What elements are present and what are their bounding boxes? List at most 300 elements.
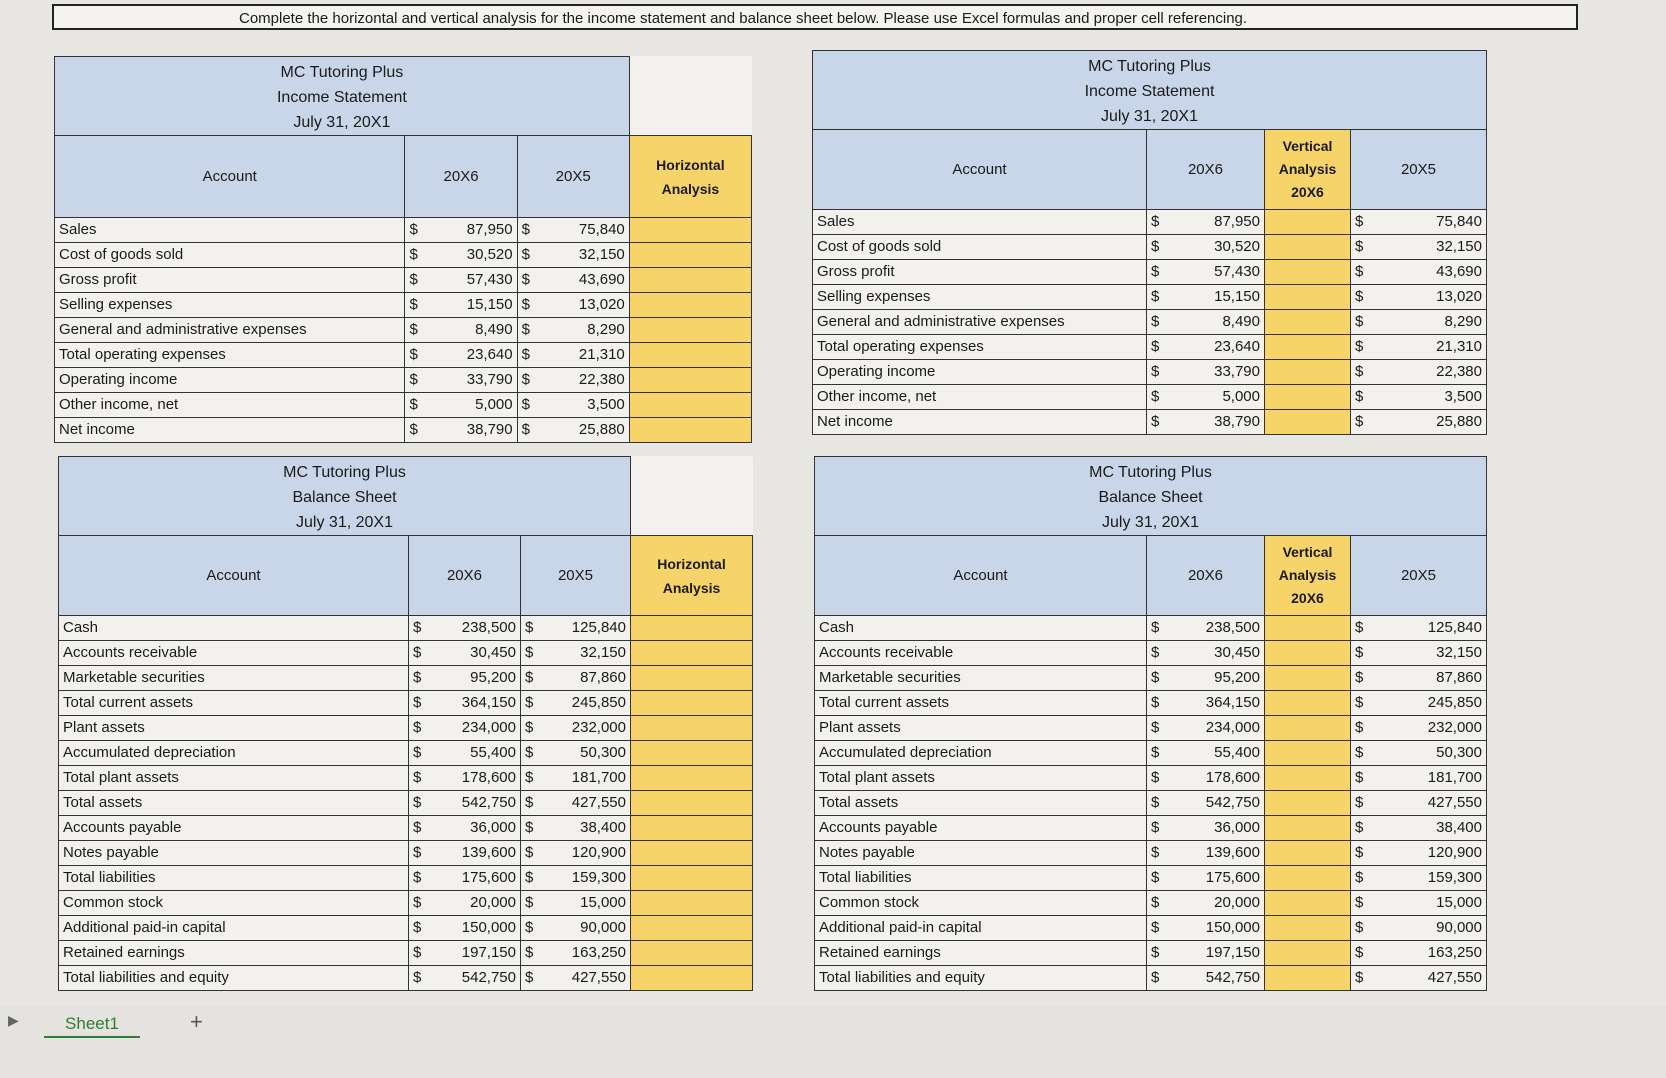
amount-20x5-cell[interactable]: 25,880 bbox=[1375, 410, 1487, 435]
currency-cell[interactable]: $ bbox=[517, 293, 539, 318]
account-cell[interactable]: Total assets bbox=[815, 791, 1147, 816]
horizontal-analysis-input-cell[interactable] bbox=[631, 666, 753, 691]
balance-horizontal-panel bbox=[58, 456, 752, 991]
currency-cell[interactable]: $ bbox=[1147, 235, 1171, 260]
amount-20x6-cell[interactable]: 542,750 bbox=[431, 791, 521, 816]
year-20x6-header: 20X6 bbox=[409, 536, 521, 616]
horizontal-analysis-input-cell[interactable] bbox=[631, 966, 753, 991]
amount-20x6-cell[interactable]: 5,000 bbox=[427, 393, 517, 418]
amount-20x6-cell[interactable]: 55,400 bbox=[1171, 741, 1265, 766]
amount-20x5-cell[interactable]: 125,840 bbox=[1375, 616, 1487, 641]
account-cell[interactable]: Accounts receivable bbox=[59, 641, 409, 666]
horizontal-analysis-input-cell[interactable] bbox=[629, 243, 751, 268]
account-cell[interactable]: Total liabilities bbox=[815, 866, 1147, 891]
currency-cell[interactable]: $ bbox=[521, 841, 543, 866]
account-cell[interactable]: Operating income bbox=[55, 368, 405, 393]
currency-cell[interactable]: $ bbox=[1147, 210, 1171, 235]
amount-20x5-cell[interactable]: 163,250 bbox=[1375, 941, 1487, 966]
amount-20x5-cell[interactable]: 181,700 bbox=[543, 766, 631, 791]
horizontal-analysis-input-cell[interactable] bbox=[631, 866, 753, 891]
account-cell[interactable]: Total plant assets bbox=[815, 766, 1147, 791]
currency-cell[interactable]: $ bbox=[1351, 816, 1375, 841]
account-cell[interactable]: Gross profit bbox=[813, 260, 1147, 285]
amount-20x6-cell[interactable]: 150,000 bbox=[1171, 916, 1265, 941]
vertical-analysis-input-cell[interactable] bbox=[1265, 816, 1351, 841]
account-cell[interactable]: Other income, net bbox=[55, 393, 405, 418]
amount-20x5-cell[interactable]: 120,900 bbox=[543, 841, 631, 866]
amount-20x6-cell[interactable]: 33,790 bbox=[1171, 360, 1265, 385]
vertical-analysis-input-cell[interactable] bbox=[1265, 741, 1351, 766]
currency-cell[interactable]: $ bbox=[521, 816, 543, 841]
amount-20x5-cell[interactable]: 75,840 bbox=[1375, 210, 1487, 235]
currency-cell[interactable]: $ bbox=[1351, 385, 1375, 410]
amount-20x6-cell[interactable]: 364,150 bbox=[431, 691, 521, 716]
account-cell[interactable]: Total current assets bbox=[815, 691, 1147, 716]
vertical-analysis-input-cell[interactable] bbox=[1265, 641, 1351, 666]
horizontal-analysis-input-cell[interactable] bbox=[631, 691, 753, 716]
currency-cell[interactable]: $ bbox=[409, 966, 431, 991]
amount-20x6-cell[interactable]: 197,150 bbox=[1171, 941, 1265, 966]
currency-cell[interactable]: $ bbox=[521, 891, 543, 916]
currency-cell[interactable]: $ bbox=[409, 691, 431, 716]
currency-cell[interactable]: $ bbox=[1147, 966, 1171, 991]
amount-20x5-cell[interactable]: 427,550 bbox=[543, 966, 631, 991]
vertical-analysis-input-cell[interactable] bbox=[1265, 385, 1351, 410]
amount-20x5-cell[interactable]: 43,690 bbox=[1375, 260, 1487, 285]
currency-cell[interactable]: $ bbox=[521, 916, 543, 941]
currency-cell[interactable]: $ bbox=[521, 966, 543, 991]
currency-cell[interactable]: $ bbox=[1351, 916, 1375, 941]
currency-cell[interactable]: $ bbox=[1147, 360, 1171, 385]
currency-cell[interactable]: $ bbox=[1351, 941, 1375, 966]
currency-cell[interactable]: $ bbox=[1147, 791, 1171, 816]
currency-cell[interactable]: $ bbox=[1351, 641, 1375, 666]
amount-20x5-cell[interactable]: 43,690 bbox=[539, 268, 629, 293]
horizontal-analysis-input-cell[interactable] bbox=[629, 418, 751, 443]
amount-20x6-cell[interactable]: 38,790 bbox=[427, 418, 517, 443]
account-cell[interactable]: Total operating expenses bbox=[813, 335, 1147, 360]
currency-cell[interactable]: $ bbox=[1351, 841, 1375, 866]
currency-cell[interactable]: $ bbox=[409, 766, 431, 791]
currency-cell[interactable]: $ bbox=[517, 318, 539, 343]
currency-cell[interactable]: $ bbox=[1147, 285, 1171, 310]
account-cell[interactable]: Total assets bbox=[59, 791, 409, 816]
currency-cell[interactable]: $ bbox=[1147, 816, 1171, 841]
account-cell[interactable]: Marketable securities bbox=[59, 666, 409, 691]
horizontal-analysis-input-cell[interactable] bbox=[631, 641, 753, 666]
currency-cell[interactable]: $ bbox=[1147, 741, 1171, 766]
currency-cell[interactable]: $ bbox=[1147, 691, 1171, 716]
amount-20x6-cell[interactable]: 15,150 bbox=[427, 293, 517, 318]
amount-20x5-cell[interactable]: 32,150 bbox=[1375, 641, 1487, 666]
account-cell[interactable]: Sales bbox=[55, 218, 405, 243]
amount-20x5-cell[interactable]: 159,300 bbox=[543, 866, 631, 891]
currency-cell[interactable]: $ bbox=[1351, 285, 1375, 310]
account-cell[interactable]: Total liabilities and equity bbox=[59, 966, 409, 991]
currency-cell[interactable]: $ bbox=[517, 368, 539, 393]
vertical-analysis-input-cell[interactable] bbox=[1265, 691, 1351, 716]
amount-20x5-cell[interactable]: 90,000 bbox=[543, 916, 631, 941]
account-cell[interactable]: Total current assets bbox=[59, 691, 409, 716]
amount-20x6-cell[interactable]: 5,000 bbox=[1171, 385, 1265, 410]
vertical-analysis-input-cell[interactable] bbox=[1265, 941, 1351, 966]
horizontal-analysis-input-cell[interactable] bbox=[631, 616, 753, 641]
horizontal-analysis-input-cell[interactable] bbox=[629, 318, 751, 343]
currency-cell[interactable]: $ bbox=[1147, 260, 1171, 285]
currency-cell[interactable]: $ bbox=[405, 318, 427, 343]
amount-20x6-cell[interactable]: 238,500 bbox=[431, 616, 521, 641]
amount-20x6-cell[interactable]: 364,150 bbox=[1171, 691, 1265, 716]
vertical-analysis-input-cell[interactable] bbox=[1265, 260, 1351, 285]
currency-cell[interactable]: $ bbox=[517, 343, 539, 368]
horizontal-analysis-input-cell[interactable] bbox=[631, 916, 753, 941]
horizontal-analysis-input-cell[interactable] bbox=[629, 393, 751, 418]
amount-20x6-cell[interactable]: 30,450 bbox=[431, 641, 521, 666]
vertical-analysis-input-cell[interactable] bbox=[1265, 285, 1351, 310]
account-cell[interactable]: General and administrative expenses bbox=[55, 318, 405, 343]
vertical-analysis-input-cell[interactable] bbox=[1265, 210, 1351, 235]
amount-20x5-cell[interactable]: 13,020 bbox=[1375, 285, 1487, 310]
account-cell[interactable]: Operating income bbox=[813, 360, 1147, 385]
currency-cell[interactable]: $ bbox=[409, 916, 431, 941]
currency-cell[interactable]: $ bbox=[409, 616, 431, 641]
account-cell[interactable]: Common stock bbox=[59, 891, 409, 916]
table-row bbox=[815, 941, 1487, 966]
vertical-analysis-input-cell[interactable] bbox=[1265, 966, 1351, 991]
currency-cell[interactable]: $ bbox=[521, 791, 543, 816]
amount-20x6-cell[interactable]: 57,430 bbox=[427, 268, 517, 293]
amount-20x6-cell[interactable]: 542,750 bbox=[1171, 791, 1265, 816]
amount-20x5-cell[interactable]: 120,900 bbox=[1375, 841, 1487, 866]
currency-cell[interactable]: $ bbox=[1147, 410, 1171, 435]
account-cell[interactable]: Additional paid-in capital bbox=[59, 916, 409, 941]
vertical-analysis-input-cell[interactable] bbox=[1265, 235, 1351, 260]
amount-20x6-cell[interactable]: 150,000 bbox=[431, 916, 521, 941]
vertical-analysis-input-cell[interactable] bbox=[1265, 766, 1351, 791]
amount-20x6-cell[interactable]: 8,490 bbox=[1171, 310, 1265, 335]
amount-20x6-cell[interactable]: 542,750 bbox=[431, 966, 521, 991]
horizontal-analysis-input-cell[interactable] bbox=[631, 816, 753, 841]
horizontal-analysis-input-cell[interactable] bbox=[629, 268, 751, 293]
currency-cell[interactable]: $ bbox=[409, 666, 431, 691]
amount-20x5-cell[interactable]: 15,000 bbox=[1375, 891, 1487, 916]
currency-cell[interactable]: $ bbox=[1147, 666, 1171, 691]
amount-20x5-cell[interactable]: 15,000 bbox=[543, 891, 631, 916]
account-cell[interactable]: Sales bbox=[813, 210, 1147, 235]
amount-20x5-cell[interactable]: 245,850 bbox=[1375, 691, 1487, 716]
amount-20x6-cell[interactable]: 234,000 bbox=[1171, 716, 1265, 741]
currency-cell[interactable]: $ bbox=[1351, 260, 1375, 285]
amount-20x6-cell[interactable]: 20,000 bbox=[431, 891, 521, 916]
amount-20x6-cell[interactable]: 38,790 bbox=[1171, 410, 1265, 435]
account-cell[interactable]: Total liabilities and equity bbox=[815, 966, 1147, 991]
currency-cell[interactable]: $ bbox=[1351, 741, 1375, 766]
account-cell[interactable]: Plant assets bbox=[59, 716, 409, 741]
amount-20x6-cell[interactable]: 197,150 bbox=[431, 941, 521, 966]
currency-cell[interactable]: $ bbox=[1351, 360, 1375, 385]
account-cell[interactable]: Total plant assets bbox=[59, 766, 409, 791]
amount-20x5-cell[interactable]: 232,000 bbox=[1375, 716, 1487, 741]
currency-cell[interactable]: $ bbox=[521, 716, 543, 741]
amount-20x5-cell[interactable]: 181,700 bbox=[1375, 766, 1487, 791]
amount-20x6-cell[interactable]: 15,150 bbox=[1171, 285, 1265, 310]
currency-cell[interactable]: $ bbox=[521, 691, 543, 716]
amount-20x6-cell[interactable]: 139,600 bbox=[431, 841, 521, 866]
account-cell[interactable]: Other income, net bbox=[813, 385, 1147, 410]
amount-20x5-cell[interactable]: 21,310 bbox=[1375, 335, 1487, 360]
currency-cell[interactable]: $ bbox=[409, 941, 431, 966]
currency-cell[interactable]: $ bbox=[521, 641, 543, 666]
currency-cell[interactable]: $ bbox=[405, 418, 427, 443]
account-cell[interactable]: Net income bbox=[55, 418, 405, 443]
vertical-analysis-input-cell[interactable] bbox=[1265, 866, 1351, 891]
amount-20x5-cell[interactable]: 87,860 bbox=[543, 666, 631, 691]
vertical-analysis-input-cell[interactable] bbox=[1265, 360, 1351, 385]
amount-20x6-cell[interactable]: 87,950 bbox=[1171, 210, 1265, 235]
amount-20x5-cell[interactable]: 87,860 bbox=[1375, 666, 1487, 691]
account-cell[interactable]: General and administrative expenses bbox=[813, 310, 1147, 335]
currency-cell[interactable]: $ bbox=[405, 293, 427, 318]
vertical-analysis-input-cell[interactable] bbox=[1265, 410, 1351, 435]
horizontal-analysis-input-cell[interactable] bbox=[631, 791, 753, 816]
currency-cell[interactable]: $ bbox=[517, 418, 539, 443]
account-cell[interactable]: Marketable securities bbox=[815, 666, 1147, 691]
currency-cell[interactable]: $ bbox=[409, 891, 431, 916]
currency-cell[interactable]: $ bbox=[405, 243, 427, 268]
currency-cell[interactable]: $ bbox=[1147, 866, 1171, 891]
amount-20x6-cell[interactable]: 57,430 bbox=[1171, 260, 1265, 285]
currency-cell[interactable]: $ bbox=[1351, 866, 1375, 891]
amount-20x5-cell[interactable]: 427,550 bbox=[1375, 966, 1487, 991]
year-20x5-header: 20X5 bbox=[1351, 130, 1487, 210]
vertical-analysis-input-cell[interactable] bbox=[1265, 916, 1351, 941]
currency-cell[interactable]: $ bbox=[521, 666, 543, 691]
currency-cell[interactable]: $ bbox=[1147, 941, 1171, 966]
currency-cell[interactable]: $ bbox=[409, 866, 431, 891]
amount-20x6-cell[interactable]: 30,520 bbox=[427, 243, 517, 268]
account-cell[interactable]: Notes payable bbox=[59, 841, 409, 866]
sheet-tab-sheet1[interactable]: Sheet1 bbox=[44, 1012, 140, 1038]
currency-cell[interactable]: $ bbox=[405, 343, 427, 368]
amount-20x5-cell[interactable]: 22,380 bbox=[539, 368, 629, 393]
currency-cell[interactable]: $ bbox=[1351, 766, 1375, 791]
currency-cell[interactable]: $ bbox=[1351, 410, 1375, 435]
vertical-analysis-input-cell[interactable] bbox=[1265, 335, 1351, 360]
account-cell[interactable]: Selling expenses bbox=[813, 285, 1147, 310]
amount-20x6-cell[interactable]: 23,640 bbox=[427, 343, 517, 368]
amount-20x6-cell[interactable]: 87,950 bbox=[427, 218, 517, 243]
amount-20x5-cell[interactable]: 50,300 bbox=[543, 741, 631, 766]
currency-cell[interactable]: $ bbox=[1351, 966, 1375, 991]
amount-20x5-cell[interactable]: 38,400 bbox=[543, 816, 631, 841]
account-cell[interactable]: Cost of goods sold bbox=[55, 243, 405, 268]
amount-20x5-cell[interactable]: 38,400 bbox=[1375, 816, 1487, 841]
amount-20x6-cell[interactable]: 175,600 bbox=[431, 866, 521, 891]
amount-20x6-cell[interactable]: 36,000 bbox=[431, 816, 521, 841]
currency-cell[interactable]: $ bbox=[1147, 716, 1171, 741]
currency-cell[interactable]: $ bbox=[517, 218, 539, 243]
amount-20x6-cell[interactable]: 139,600 bbox=[1171, 841, 1265, 866]
amount-20x5-cell[interactable]: 32,150 bbox=[543, 641, 631, 666]
currency-cell[interactable]: $ bbox=[1147, 385, 1171, 410]
currency-cell[interactable]: $ bbox=[1147, 641, 1171, 666]
currency-cell[interactable]: $ bbox=[521, 866, 543, 891]
horizontal-analysis-input-cell[interactable] bbox=[631, 891, 753, 916]
currency-cell[interactable]: $ bbox=[1351, 310, 1375, 335]
currency-cell[interactable]: $ bbox=[409, 816, 431, 841]
vertical-analysis-input-cell[interactable] bbox=[1265, 310, 1351, 335]
amount-20x6-cell[interactable]: 542,750 bbox=[1171, 966, 1265, 991]
currency-cell[interactable]: $ bbox=[1147, 841, 1171, 866]
account-cell[interactable]: Retained earnings bbox=[59, 941, 409, 966]
amount-20x5-cell[interactable]: 90,000 bbox=[1375, 916, 1487, 941]
amount-20x5-cell[interactable]: 21,310 bbox=[539, 343, 629, 368]
amount-20x5-cell[interactable]: 159,300 bbox=[1375, 866, 1487, 891]
account-cell[interactable]: Accumulated depreciation bbox=[815, 741, 1147, 766]
amount-20x5-cell[interactable]: 125,840 bbox=[543, 616, 631, 641]
vertical-analysis-input-cell[interactable] bbox=[1265, 891, 1351, 916]
currency-cell[interactable]: $ bbox=[409, 841, 431, 866]
account-cell[interactable]: Accounts payable bbox=[59, 816, 409, 841]
currency-cell[interactable]: $ bbox=[517, 243, 539, 268]
amount-20x6-cell[interactable]: 30,520 bbox=[1171, 235, 1265, 260]
currency-cell[interactable]: $ bbox=[1351, 335, 1375, 360]
amount-20x5-cell[interactable]: 3,500 bbox=[1375, 385, 1487, 410]
horizontal-analysis-input-cell[interactable] bbox=[629, 218, 751, 243]
amount-20x6-cell[interactable]: 30,450 bbox=[1171, 641, 1265, 666]
amount-20x6-cell[interactable]: 23,640 bbox=[1171, 335, 1265, 360]
currency-cell[interactable]: $ bbox=[521, 941, 543, 966]
amount-20x5-cell[interactable]: 3,500 bbox=[539, 393, 629, 418]
amount-20x6-cell[interactable]: 33,790 bbox=[427, 368, 517, 393]
account-cell[interactable]: Gross profit bbox=[55, 268, 405, 293]
amount-20x5-cell[interactable]: 13,020 bbox=[539, 293, 629, 318]
amount-20x6-cell[interactable]: 178,600 bbox=[1171, 766, 1265, 791]
horizontal-analysis-input-cell[interactable] bbox=[629, 343, 751, 368]
amount-20x6-cell[interactable]: 175,600 bbox=[1171, 866, 1265, 891]
horizontal-analysis-input-cell[interactable] bbox=[631, 841, 753, 866]
amount-20x6-cell[interactable]: 20,000 bbox=[1171, 891, 1265, 916]
account-cell[interactable]: Accumulated depreciation bbox=[59, 741, 409, 766]
currency-cell[interactable]: $ bbox=[405, 368, 427, 393]
amount-20x5-cell[interactable]: 232,000 bbox=[543, 716, 631, 741]
account-cell[interactable]: Common stock bbox=[815, 891, 1147, 916]
account-cell[interactable]: Net income bbox=[813, 410, 1147, 435]
amount-20x6-cell[interactable]: 36,000 bbox=[1171, 816, 1265, 841]
sheet-nav-arrow-icon[interactable]: ▶ bbox=[8, 1012, 19, 1028]
table-row bbox=[55, 343, 752, 368]
currency-cell[interactable]: $ bbox=[405, 268, 427, 293]
amount-20x6-cell[interactable]: 95,200 bbox=[431, 666, 521, 691]
amount-20x5-cell[interactable]: 8,290 bbox=[539, 318, 629, 343]
currency-cell[interactable]: $ bbox=[1147, 891, 1171, 916]
currency-cell[interactable]: $ bbox=[517, 393, 539, 418]
currency-cell[interactable]: $ bbox=[1351, 666, 1375, 691]
currency-cell[interactable]: $ bbox=[1147, 916, 1171, 941]
account-cell[interactable]: Cash bbox=[815, 616, 1147, 641]
vertical-analysis-input-cell[interactable] bbox=[1265, 716, 1351, 741]
horizontal-analysis-input-cell[interactable] bbox=[631, 941, 753, 966]
year-20x6-header: 20X6 bbox=[1147, 536, 1265, 616]
amount-20x5-cell[interactable]: 75,840 bbox=[539, 218, 629, 243]
amount-20x6-cell[interactable]: 8,490 bbox=[427, 318, 517, 343]
currency-cell[interactable]: $ bbox=[1351, 791, 1375, 816]
currency-cell[interactable]: $ bbox=[409, 716, 431, 741]
account-cell[interactable]: Additional paid-in capital bbox=[815, 916, 1147, 941]
vertical-analysis-input-cell[interactable] bbox=[1265, 666, 1351, 691]
amount-20x5-cell[interactable]: 25,880 bbox=[539, 418, 629, 443]
currency-cell[interactable]: $ bbox=[1351, 691, 1375, 716]
amount-20x5-cell[interactable]: 22,380 bbox=[1375, 360, 1487, 385]
account-cell[interactable]: Cash bbox=[59, 616, 409, 641]
account-cell[interactable]: Cost of goods sold bbox=[813, 235, 1147, 260]
add-sheet-icon[interactable]: + bbox=[190, 1009, 203, 1034]
currency-cell[interactable]: $ bbox=[521, 616, 543, 641]
account-cell[interactable]: Retained earnings bbox=[815, 941, 1147, 966]
currency-cell[interactable]: $ bbox=[521, 741, 543, 766]
amount-20x5-cell[interactable]: 427,550 bbox=[1375, 791, 1487, 816]
amount-20x6-cell[interactable]: 234,000 bbox=[431, 716, 521, 741]
horizontal-analysis-input-cell[interactable] bbox=[629, 368, 751, 393]
amount-20x6-cell[interactable]: 178,600 bbox=[431, 766, 521, 791]
account-cell[interactable]: Accounts payable bbox=[815, 816, 1147, 841]
currency-cell[interactable]: $ bbox=[409, 741, 431, 766]
account-cell[interactable]: Total operating expenses bbox=[55, 343, 405, 368]
account-cell[interactable]: Accounts receivable bbox=[815, 641, 1147, 666]
vertical-analysis-input-cell[interactable] bbox=[1265, 616, 1351, 641]
currency-cell[interactable]: $ bbox=[1351, 210, 1375, 235]
amount-20x5-cell[interactable]: 32,150 bbox=[539, 243, 629, 268]
account-cell[interactable]: Notes payable bbox=[815, 841, 1147, 866]
amount-20x5-cell[interactable]: 163,250 bbox=[543, 941, 631, 966]
vertical-analysis-input-cell[interactable] bbox=[1265, 841, 1351, 866]
account-cell[interactable]: Plant assets bbox=[815, 716, 1147, 741]
balance-vertical-table bbox=[814, 456, 1487, 991]
currency-cell[interactable]: $ bbox=[1147, 335, 1171, 360]
currency-cell[interactable]: $ bbox=[405, 393, 427, 418]
currency-cell[interactable]: $ bbox=[1351, 716, 1375, 741]
currency-cell[interactable]: $ bbox=[409, 641, 431, 666]
currency-cell[interactable]: $ bbox=[1147, 310, 1171, 335]
account-cell[interactable]: Total liabilities bbox=[59, 866, 409, 891]
currency-cell[interactable]: $ bbox=[521, 766, 543, 791]
amount-20x6-cell[interactable]: 238,500 bbox=[1171, 616, 1265, 641]
currency-cell[interactable]: $ bbox=[1147, 616, 1171, 641]
currency-cell[interactable]: $ bbox=[1147, 766, 1171, 791]
table-row bbox=[815, 816, 1487, 841]
year-20x6-header: 20X6 bbox=[1147, 130, 1265, 210]
currency-cell[interactable]: $ bbox=[409, 791, 431, 816]
vertical-analysis-input-cell[interactable] bbox=[1265, 791, 1351, 816]
amount-20x5-cell[interactable]: 50,300 bbox=[1375, 741, 1487, 766]
amount-20x5-cell[interactable]: 8,290 bbox=[1375, 310, 1487, 335]
currency-cell[interactable]: $ bbox=[1351, 235, 1375, 260]
horizontal-analysis-input-cell[interactable] bbox=[631, 766, 753, 791]
currency-cell[interactable]: $ bbox=[1351, 891, 1375, 916]
amount-20x5-cell[interactable]: 245,850 bbox=[543, 691, 631, 716]
currency-cell[interactable]: $ bbox=[1351, 616, 1375, 641]
account-cell[interactable]: Selling expenses bbox=[55, 293, 405, 318]
currency-cell[interactable]: $ bbox=[405, 218, 427, 243]
horizontal-analysis-input-cell[interactable] bbox=[629, 293, 751, 318]
amount-20x6-cell[interactable]: 95,200 bbox=[1171, 666, 1265, 691]
horizontal-analysis-input-cell[interactable] bbox=[631, 741, 753, 766]
amount-20x5-cell[interactable]: 32,150 bbox=[1375, 235, 1487, 260]
amount-20x5-cell[interactable]: 427,550 bbox=[543, 791, 631, 816]
currency-cell[interactable]: $ bbox=[517, 268, 539, 293]
amount-20x6-cell[interactable]: 55,400 bbox=[431, 741, 521, 766]
horizontal-analysis-input-cell[interactable] bbox=[631, 716, 753, 741]
